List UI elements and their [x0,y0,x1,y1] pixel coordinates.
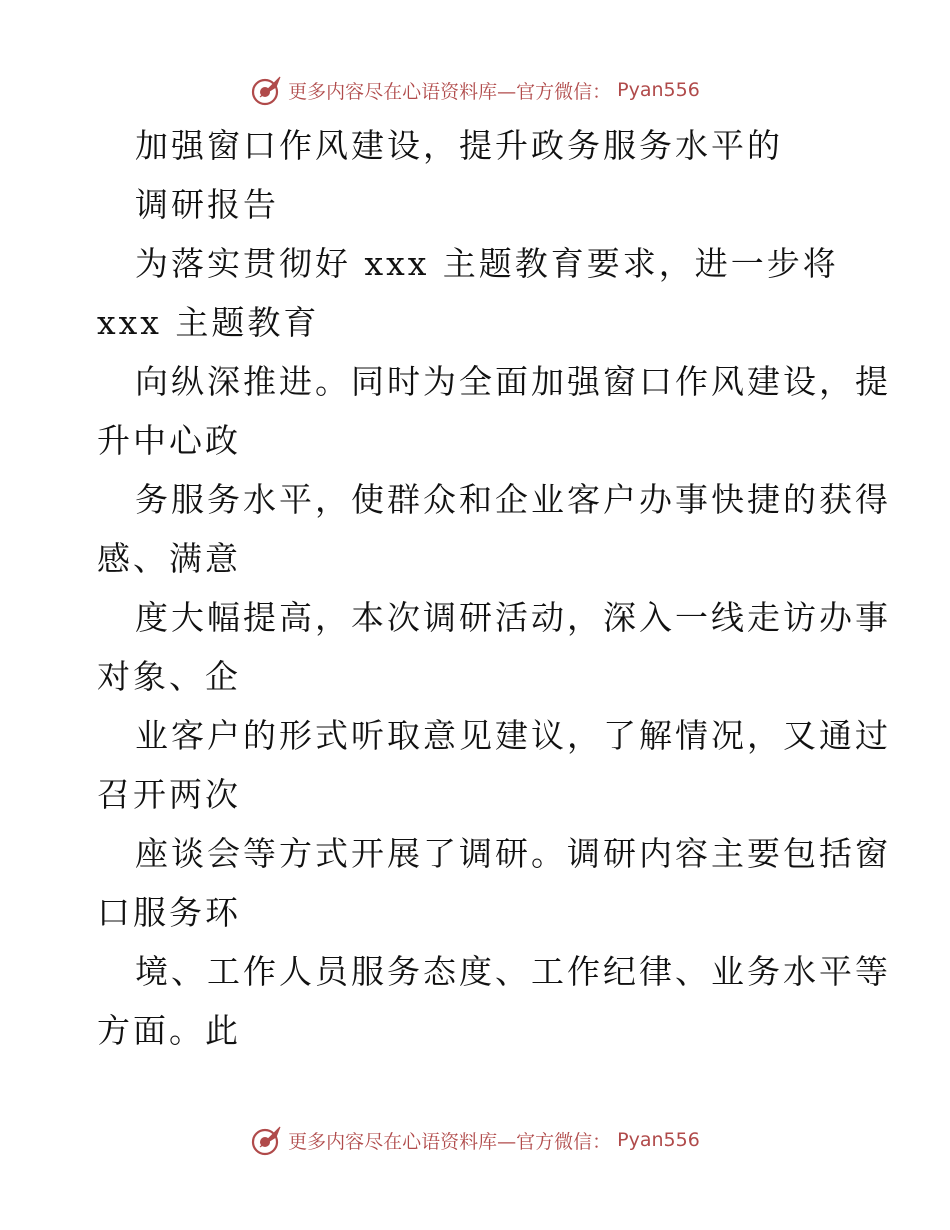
watermark-header [0,70,950,110]
doc-text-line: 对象、企 [97,657,241,696]
doc-text-line: 感、满意 [97,539,241,578]
doc-text-line: 召开两次 [97,775,241,814]
doc-text-line: 境、工作人员服务态度、工作纪律、业务水平等 [135,952,891,991]
quill-logo-icon [250,1123,284,1157]
doc-text-line: 为落实贯彻好 xxx 主题教育要求，进一步将 [135,244,839,283]
doc-text-line: 向纵深推进。同时为全面加强窗口作风建设，提 [135,362,891,401]
doc-text-line: 口服务环 [97,893,241,932]
quill-logo-icon [250,73,284,107]
watermark-text: 更多内容尽在心语资料库—官方微信： [288,1130,612,1153]
watermark-text: 更多内容尽在心语资料库—官方微信： [288,80,612,103]
doc-title-line-2: 调研报告 [135,185,279,224]
doc-text-line: xxx 主题教育 [97,303,320,342]
doc-text-line: 务服务水平，使群众和企业客户办事快捷的获得 [135,480,891,519]
watermark-wechat-id: Pyan556 [617,1129,700,1151]
doc-text-line: 度大幅提高，本次调研活动，深入一线走访办事 [135,598,891,637]
doc-text-line: 业客户的形式听取意见建议，了解情况，又通过 [135,716,891,755]
doc-title-line-1: 加强窗口作风建设，提升政务服务水平的 [135,126,783,165]
doc-text-line: 座谈会等方式开展了调研。调研内容主要包括窗 [135,834,891,873]
watermark-wechat-id: Pyan556 [617,79,700,101]
doc-text-line: 升中心政 [97,421,241,460]
doc-text-line: 方面。此 [97,1011,241,1050]
watermark-footer [0,1120,950,1160]
